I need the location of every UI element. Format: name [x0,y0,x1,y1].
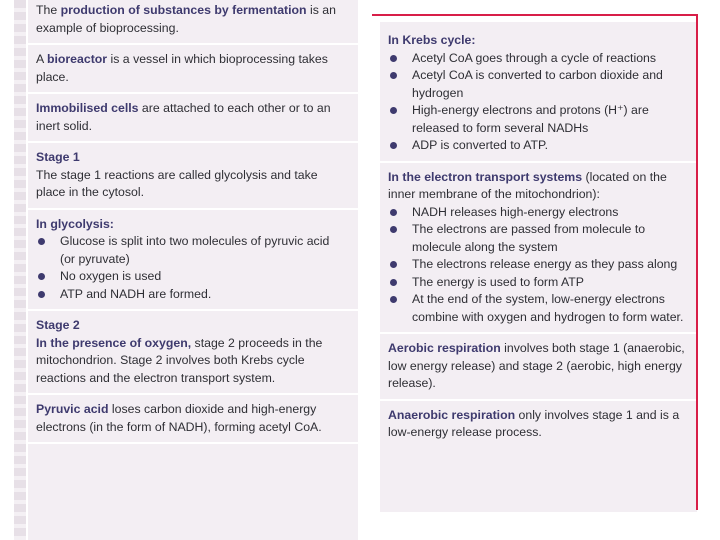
list-item: NADH releases high-energy electrons [388,204,685,222]
red-border-line [696,16,698,510]
immobilised-cells-note: Immobilised cells are attached to each other or to an inert solid. [28,94,358,143]
anaerobic-respiration-note: Anaerobic respiration only involves stage 1 and is a low-energy release process. [388,407,680,439]
stage1-text: The stage 1 reactions are called glycolysis and take place in the cytosol. [36,167,318,199]
electron-transport-section: In the electron transport systems (located on the inner membrane of the mitochondrion): NADH releases high-energy electrons The electrons are passed from molecule to molecule along the system The electrons release energy as they pass along The energy is used to form ATP At the end of the system, low-energy electrons combine with oxygen and hydrogen to form water. [380,163,697,335]
aerobic-respiration-note: Aerobic respiration involves both stage 1 (anaerobic, low energy release) and stage 2 (aerobic, high energy release). [380,334,697,401]
krebs-section [380,22,697,163]
glycolysis-section [28,210,358,312]
red-border-line [372,14,698,16]
list-item: High-energy electrons and protons (H⁺) are released to form several NADHs [388,102,685,137]
list-item: ADP is converted to ATP. [388,137,685,155]
stage1-heading: Stage 1 [36,150,80,164]
bioreactor-note: A bioreactor is a vessel in which bioprocessing takes place. [28,45,358,94]
list-item: The electrons release energy as they pass along [388,256,685,274]
list-item: At the end of the system, low-energy electrons combine with oxygen and hydrogen to form water. [388,291,685,326]
stage2-heading: Stage 2 [36,318,80,332]
list-item: ATP and NADH are formed. [36,286,346,304]
glycolysis-heading: In glycolysis: [36,216,114,231]
krebs-list [388,50,685,155]
glycolysis-list [36,233,346,303]
list-item: Acetyl CoA is converted to carbon dioxide and hydrogen [388,67,685,102]
list-item: The energy is used to form ATP [388,274,685,292]
list-item: The electrons are passed from molecule to molecule along the system [388,221,685,256]
list-item: No oxygen is used [36,268,346,286]
list-item: Glucose is split into two molecules of pyruvic acid (or pyruvate) [36,233,346,268]
electron-transport-list [388,204,685,327]
fermentation-note: The production of substances by fermentation is an example of bioprocessing. [28,0,358,45]
left-notes-panel [28,0,358,540]
krebs-heading: In Krebs cycle: [388,33,476,47]
stage2-section: Stage 2 In the presence of oxygen, stage 2 proceeds in the mitochondrion. Stage 2 involves both Krebs cycle reactions and the electron transport system. [28,311,358,395]
list-item: Acetyl CoA goes through a cycle of reactions [388,50,685,68]
stage1-section [28,143,358,210]
right-notes-panel [380,22,697,512]
pyruvic-acid-note: Pyruvic acid loses carbon dioxide and high-energy electrons (in the form of NADH), forming acetyl CoA. [28,395,358,444]
